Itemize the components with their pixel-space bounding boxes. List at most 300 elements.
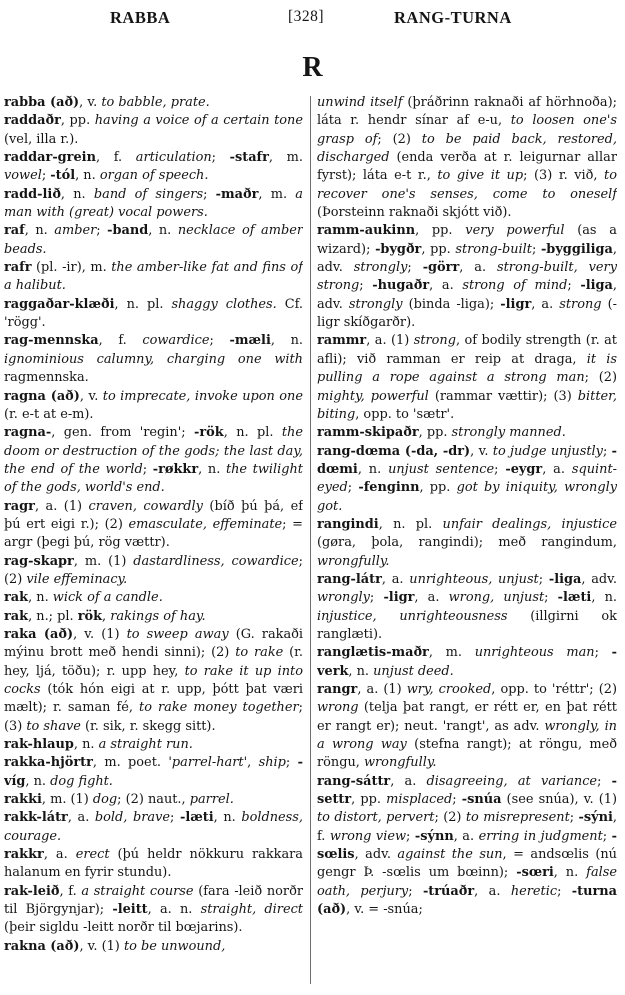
entry-text: , a. [67,810,95,826]
entry-text: ; [408,883,423,899]
entry-text: ; [170,810,180,826]
entry-text: ; [209,333,230,349]
entry-text: , m. [268,150,303,166]
definition-text: dog fight. [50,773,113,789]
entry-text: ; [203,186,216,202]
entry-text: ; (2) naut., [117,792,190,808]
entry-text: (þú heldr nökkuru rakkara halanum en fyrir stundu). [4,847,303,881]
headword: rakki [4,792,42,808]
entry-text: ; [538,571,549,587]
entry-text: , pp. [418,425,452,441]
entry-text: , pp. [415,223,466,239]
entry-text: , a. n. [147,902,201,918]
entry-text: (tók hón eigi at r. upp, þótt þat væri mælt); r. saman fé, [4,682,303,716]
dictionary-entry [4,94,303,112]
entry-text: (rammar vættir); (3) [428,388,578,404]
definition-text: vowel [4,168,42,184]
dictionary-entry [4,388,303,425]
entry-text: ; [347,480,359,496]
headword: -mæli [229,333,271,349]
definition-text: vile effeminacy. [26,571,128,587]
headword: ragna- [4,425,52,441]
headword: ranglætis-maðr [317,645,429,661]
entry-text: , a. [390,773,427,789]
entry-text: , pp. [419,480,457,496]
entry-text: (pl. -ir), m. [31,260,112,276]
definition-text: got by iniquity, wrongly got. [317,480,617,514]
definition-text: dog [92,792,118,808]
entry-text: , n.; pl. [28,608,78,624]
headword: -liga [548,571,582,587]
entry-text: , n. [198,461,226,477]
entry-text: , f. [95,150,136,166]
definition-text: erring in judgment [478,828,603,844]
dictionary-entry [4,608,303,626]
definition-text: to misrepresent [465,810,570,826]
headword: rakk-látr [4,810,68,826]
entry-text: (r. sik, r. skegg sitt). [80,718,216,734]
entry-text: , n. [28,590,53,606]
definition-text: strong [413,333,456,349]
definition-text: to judge unjustly [492,443,603,459]
headword: rak [4,590,29,606]
dictionary-entry [4,332,303,387]
entry-text: , n. [60,186,94,202]
headword: rak [4,608,29,624]
dictionary-entry [4,736,303,754]
definition-text: having a voice of a certain tone [94,113,303,129]
entry-text: ; [406,828,415,844]
dictionary-entry [317,332,617,424]
definition-text: unrighteous, unjust [409,571,539,587]
entry-text: , adv. [581,571,617,587]
entry-text: , n. [24,223,55,239]
entry-text: ; [41,168,51,184]
dictionary-entry [317,516,617,571]
entry-text: , a. [429,278,463,294]
left-column [4,94,303,989]
dictionary-entry [317,644,617,681]
entry-text: ; (2) [4,553,303,587]
headword: rakkr [4,847,44,863]
entry-text: ; (2) [434,810,466,826]
entry-text: ; = argr (þegi þú, rög vættr). [4,516,303,551]
definition-text: heretic [510,883,558,899]
headword: rakka-hjörtr [4,755,93,771]
headword: -sýni [578,810,613,826]
headword: ragr [4,498,35,514]
entry-text: , a. [531,296,560,312]
headword: rag-mennska [4,333,99,349]
headword: ragna (að) [4,388,80,404]
definition-text: dastardliness, cowardice [133,553,299,569]
headword: rakna (að) [4,938,80,954]
headword: rang-sáttr [317,773,391,789]
definition-text: band of singers [93,186,204,202]
definition-text: to shave [26,718,81,734]
dictionary-entry [4,938,303,956]
entry-text: ; [452,792,462,808]
definition-text: articulation [135,150,212,166]
definition-text: strongly [353,260,408,276]
definition-text: wrongfully. [317,553,390,569]
definition-text: wrongly, in a wrong way [317,718,617,753]
entry-text: ; [567,278,581,294]
headword: -ligr [383,590,415,606]
definition-text: wick of a candle. [52,590,163,606]
entry-text: (fara -leið norðr til Björgynjar); [4,883,303,918]
dictionary-entry [4,424,303,497]
definition-text: to rake it up into cocks [4,663,303,697]
definition-text: parrel. [189,792,234,808]
headword: -leitt [112,902,148,918]
headword: raka (að) [4,626,74,642]
entry-text: , m. (1) [41,792,93,808]
entry-text: (telja þat rangt, er rétt er, en þat rétt er rangt er); neut. 'rangt', as adv. [317,700,617,734]
entry-text: ; [602,443,612,459]
entry-text: , v. [79,388,103,404]
headword: rangr [317,682,358,697]
definition-text: a straight course [81,883,194,899]
entry-text: , n. [270,333,303,349]
column-divider [310,96,311,984]
dictionary-entry [4,791,303,809]
entry-text: , n. [348,663,374,679]
headword: -sœlis [317,828,617,863]
entry-text: (illgirni ok ranglæti). [317,608,617,642]
entry-text: ; [285,755,298,771]
headword: rang-látr [317,571,382,587]
entry-text: , opp. to 'sætr'. [355,406,455,422]
definition-text: to give it up [437,168,524,184]
dictionary-entry [317,222,617,332]
entry-text: , adv. [317,241,617,276]
running-head-left: RABBA [110,8,171,27]
headword: raggaðar-klæði [4,296,115,312]
definition-text: necklace of amber beads. [4,223,303,257]
entry-text: , n. [75,168,100,184]
entry-text: , opp. to 'réttr'; (2) [491,682,617,697]
entry-text: (r. hey, ljá, töðu); r. upp hey, [4,645,303,679]
entry-text: , v. (1) [79,938,124,954]
entry-text: , a. [414,590,449,606]
headword: -víg [4,755,303,789]
entry-text: , n. [357,461,389,477]
definition-text: wrongly [317,590,370,606]
entry-text: , n. pl. [114,296,172,312]
headword: -görr [422,260,460,276]
headword: -stafr [229,150,269,166]
definition-text: unjust sentence [388,461,495,477]
entry-text: , [102,608,111,624]
definition-text: shaggy clothes. [171,296,277,312]
headword: radd-lið [4,186,61,202]
entry-text: , a. [381,571,410,587]
entry-text: ; (3) r. við, [523,168,605,184]
entry-text: (binda -liga); [402,296,501,312]
entry-text: ragmennska. [4,370,89,386]
headword: -rök [194,425,224,441]
headword: -sœri [516,865,554,881]
entry-text: , = andsœlis (nú gengr Þ. -sœlis um bœinn); [317,847,617,881]
entry-text: , m. [258,186,296,202]
entry-text: , of bodily strength (r. at afli); við ramman er reip at draga, [317,333,617,367]
headword: -bygðr [375,241,422,257]
definition-text: to imprecate, invoke upon one [102,388,303,404]
headword: ramm-skipaðr [317,425,419,441]
definition-text: ignominious calumny, charging one with [4,351,303,367]
definition-text: the twilight of the gods, world's end. [4,461,303,496]
headword: raf [4,223,25,239]
dictionary-entry [4,222,303,259]
entry-text: ; [407,260,423,276]
definition-text: unrighteous man [474,645,595,661]
definition-text: emasculate, effeminate [128,516,283,532]
entry-text: ; [142,461,153,477]
definition-text: wry, crooked [406,682,492,697]
dictionary-entry [317,571,617,644]
definition-text: it is pulling a rope against a strong man [317,351,617,386]
entry-text: ; [359,278,373,294]
dictionary-entry [317,773,617,920]
entry-text: (as a wizard); [317,223,617,257]
definition-text: strong-built, very strong [317,260,617,294]
dictionary-entry [4,883,303,938]
entry-text: , n. [591,590,617,606]
definition-text: mighty, powerful [317,388,429,404]
dictionary-entry [317,94,617,222]
definition-text: to distort, pervert [317,810,435,826]
definition-text: ship [258,755,286,771]
definition-text: to loosen one's grasp of [317,113,617,147]
dictionary-entry [4,112,303,149]
entry-text: (G. rakaði mýinu brott með hendi sinni); (2) [4,626,303,661]
definition-text: a straight run. [98,737,193,753]
definition-text: disagreeing, at variance [426,773,598,789]
dictionary-entry [4,809,303,846]
entry-text: ', [243,755,259,771]
definition-text: strong-built [455,241,532,257]
running-head [0,8,625,30]
definition-text: against the sun [397,847,503,863]
definition-text: to sweep away [126,626,229,642]
entry-text: ; (2) [377,131,422,147]
definition-text: boldness, courage. [4,810,303,844]
headword: rak-hlaup [4,737,74,753]
headword: rak-leið [4,883,60,899]
entry-text: (vel, illa r.). [4,131,79,147]
entry-text: , pp. [421,241,456,257]
entry-text: , v. [79,95,102,110]
dictionary-entry [4,553,303,590]
entry-text: (stefna rangt); at röngu, með röngu, [317,737,617,771]
headword: -snúa [461,792,502,808]
dictionary-entry [4,259,303,296]
entry-text: (þeir sigldu -leitt norðr til bœjarins). [4,920,243,936]
entry-text: ; [569,810,579,826]
entry-text: ; [594,645,612,661]
dictionary-entry [4,498,303,553]
definition-text: strong [559,296,602,312]
entry-text: , a. [542,461,572,477]
definition-text: craven, cowardly [88,498,203,514]
headword: -sýnn [414,828,454,844]
definition-text: strongly [348,296,403,312]
entry-text: (þráðrinn raknaði af hörhnoða); láta r. hendr sínar af e-u, [317,95,617,129]
definition-text: organ of speech. [99,168,209,184]
entry-text: (r. e-t at e-m). [4,406,94,422]
headword: -fenginn [358,480,420,496]
definition-text: wrongfully. [363,755,437,771]
headword: -hugaðr [372,278,430,294]
entry-text: , a. [459,260,497,276]
definition-text: injustice, unrighteousness [317,608,508,624]
headword: -tól [50,168,76,184]
definition-text: straight, direct [200,902,303,918]
definition-text: the doom or destruction of the gods; the last day, the end of the world [4,425,303,477]
headword: -byggiliga [540,241,613,257]
headword: rabba (að) [4,95,80,110]
headword: -eygr [505,461,543,477]
headword: -turna (að) [317,883,617,918]
definition-text: to recover one's senses, come to oneself [317,168,617,202]
headword: -læti [179,810,214,826]
definition-text: squint-eyed [317,461,617,496]
entry-text: (gøra, þola, rangindi); með rangindum, [317,535,617,551]
entry-text: , n. [553,865,587,881]
entry-text: (enda verða at r. leigurnar allar fyrst); láta e-t r., [317,150,617,184]
definition-text: to rake [235,645,284,661]
entry-text: ; [369,590,384,606]
entry-text: , f. [59,883,82,899]
entry-text: , f. [98,333,143,349]
entry-text: , gen. from 'regin'; [51,425,195,441]
dictionary-entry [4,589,303,607]
definition-text: erect [75,847,110,863]
headword: -maðr [215,186,259,202]
dictionary-entry [317,424,617,442]
headword: ramm-aukinn [317,223,416,239]
definition-text: amber [54,223,97,239]
definition-text: wrong, unjust [448,590,545,606]
entry-text: ; (3) [4,700,303,734]
entry-text: , m. (1) [73,553,134,569]
entry-text: , v. [470,443,493,459]
entry-text: , a. (1) [366,333,414,349]
dictionary-entry [4,626,303,736]
entry-text: , m. [428,645,475,661]
headword: -liga [580,278,613,294]
entry-text: , a. (1) [34,498,89,514]
entry-text: (-ligr skíðgarðr). [317,296,617,331]
definition-text: strong of mind [462,278,568,294]
headword: -trúaðr [422,883,475,899]
right-column [317,94,617,989]
entry-text: , a. [453,828,479,844]
definition-text: parrel-hart [171,755,244,771]
headword: rammr [317,333,367,349]
entry-text: , adv. [354,847,398,863]
entry-text: (Þorsteinn raknaði skjótt við). [317,205,512,221]
entry-text: , n. [148,223,178,239]
entry-text: (bíð þú þá, ef þú ert eigi r.); (2) [4,498,303,532]
headword: -band [107,223,149,239]
headword: raddaðr [4,113,61,129]
definition-text: cowardice [142,333,210,349]
headword: -læti [557,590,592,606]
headword: rangindi [317,516,379,532]
headword: rafr [4,260,32,276]
headword: -ligr [500,296,532,312]
definition-text: unwind itself [317,95,403,110]
definition-text: a man with (great) vocal powers. [4,186,303,221]
headword: rang-dœma (-da, -dr) [317,443,471,459]
entry-text: , v. = -snúa; [346,902,423,918]
headword: rag-skapr [4,553,74,569]
entry-text: (see snúa), v. (1) [501,792,617,808]
dictionary-entry [4,186,303,223]
entry-text: ; (2) [584,370,617,386]
headword: rök [77,608,103,624]
definition-text: wrong [317,700,359,716]
dictionary-entry [317,443,617,516]
dictionary-entry [4,296,303,333]
definition-text: very powerful [465,223,565,239]
definition-text: bitter, biting [317,388,617,422]
dictionary-entry [4,149,303,186]
headword: -verk [317,645,617,679]
definition-text: bold, brave [94,810,171,826]
headword: -røkkr [152,461,199,477]
entry-text: , n. pl. [378,516,443,532]
entry-text: ; [557,883,572,899]
definition-text: to rake money together [139,700,299,716]
definition-text: wrong view [329,828,407,844]
entry-text: , n. [213,810,242,826]
entry-text: ; [211,150,230,166]
definition-text: false oath, perjury [317,865,617,899]
definition-text: the amber-like fat and fins of a halibut. [4,260,303,294]
entry-text: Cf. 'rögg'. [4,296,303,331]
definition-text: to be paid back, restored, discharged [317,131,617,166]
entry-text: ; [602,828,612,844]
dictionary-entry [4,754,303,791]
headword: raddar-grein [4,150,96,166]
dictionary-entry [317,681,617,773]
definition-text: unjust deed. [373,663,454,679]
entry-text: , n. pl. [223,425,282,441]
definition-text: to be unwound, [123,938,226,954]
entry-text: , v. (1) [73,626,127,642]
entry-text: , a. [43,847,76,863]
entry-text: ; [597,773,612,789]
definition-text: strongly manned. [451,425,566,441]
definition-text: misplaced [386,792,453,808]
entry-text: , adv. [317,278,617,312]
entry-text: , n. [25,773,51,789]
headword: -dœmi [317,443,617,477]
definition-text: unfair dealings, injustice [442,516,617,532]
running-head-right: RANG-TURNA [394,8,512,27]
entry-text: ; [544,590,558,606]
entry-text: , a. (1) [357,682,407,697]
entry-text: , pp. [60,113,95,129]
page-number: [328] [288,8,325,25]
entry-text: , n. [73,737,99,753]
definition-text: rakings of hay. [110,608,206,624]
section-letter: R [302,52,323,83]
definition-text: to babble, prate. [101,95,210,110]
